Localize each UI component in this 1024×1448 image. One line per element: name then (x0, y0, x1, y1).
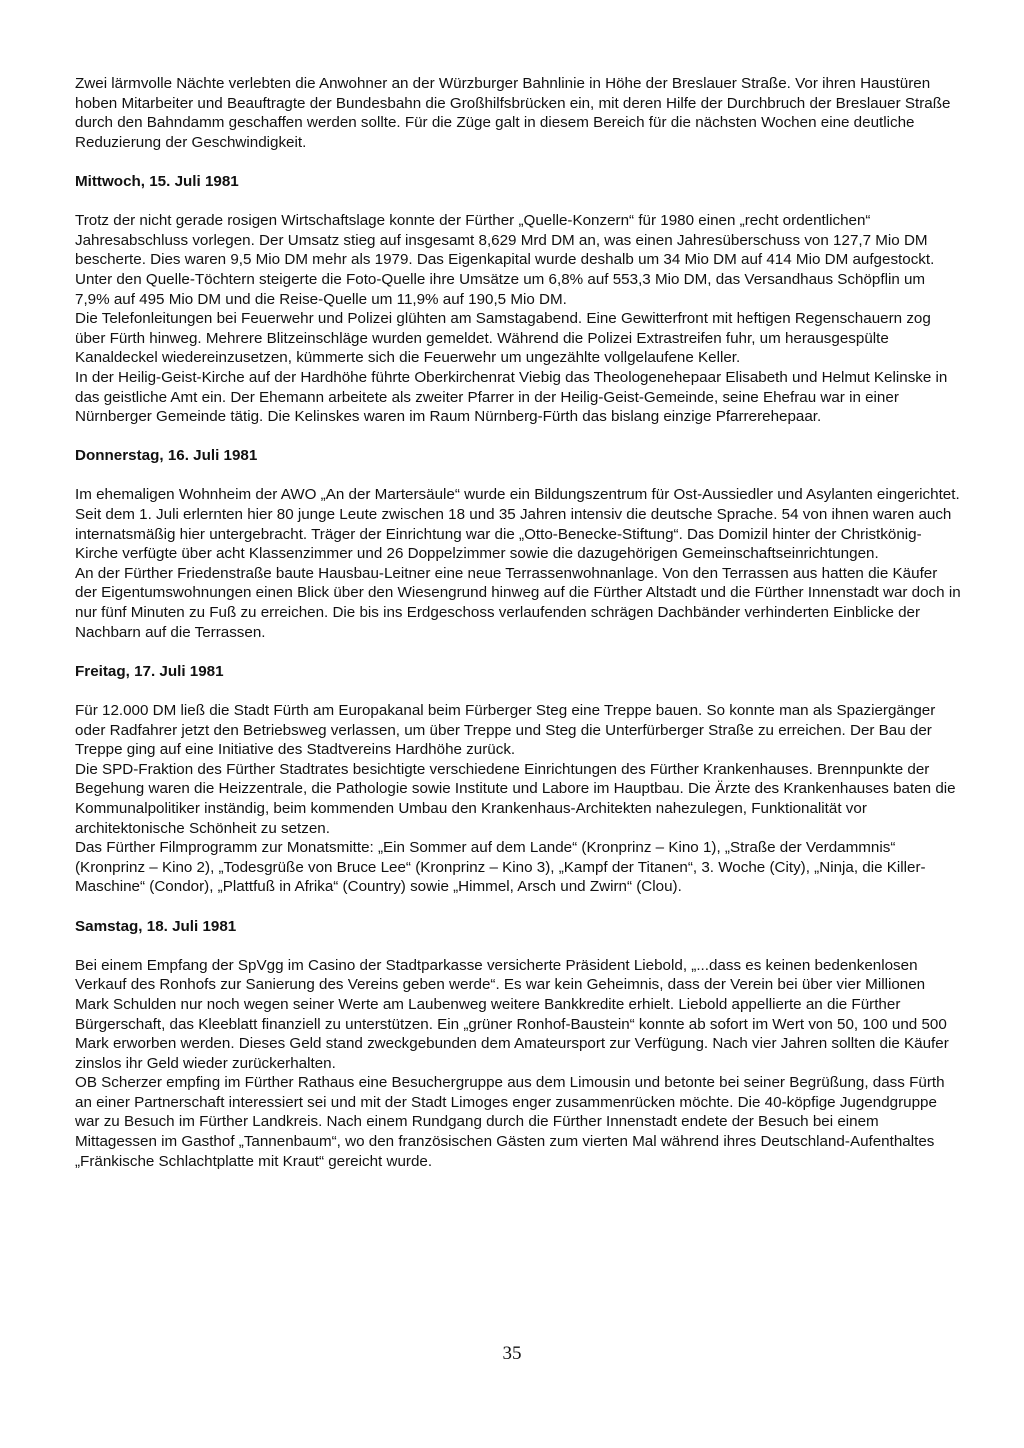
section-heading: Freitag, 17. Juli 1981 (75, 662, 224, 680)
paragraph: Trotz der nicht gerade rosigen Wirtschaftslage konnte der Fürther „Quelle-Konzern“ für 1980 einen „recht ordentlichen“ Jahresabschluss vorlegen. Der Umsatz stieg auf insgesamt 8,629 Mrd DM an, was einen Jahresüberschuss von 127,7 Mio DM bescherte. Dies waren 9,5 Mio DM mehr als 1979. Das Eigenkapital wurde deshalb um 34 Mio DM auf 414 Mio DM aufgestockt. Unter den Quelle-Töchtern steigerte die Foto-Quelle ihre Umsätze um 6,8% auf 553,3 Mio DM, das Versandhaus Schöpflin um 7,9% auf 495 Mio DM und die Reise-Quelle um 11,9% auf 190,5 Mio DM. (75, 212, 935, 308)
paragraph: Die Telefonleitungen bei Feuerwehr und Polizei glühten am Samstagabend. Eine Gewitterfront mit heftigen Regenschauern zog über Fürth hinweg. Mehrere Blitzeinschläge wurden gemeldet. Während die Polizei Extrastreifen fuhr, um herausgespülte Kanaldeckel wiedereinzusetzen, kümmerte sich die Feuerwehr um ungezählte vollgelaufene Keller. (75, 310, 931, 367)
paragraph: Bei einem Empfang der SpVgg im Casino der Stadtparkasse versicherte Präsident Liebold, „...dass es keinen bedenkenlosen Verkauf des Ronhofs zur Sanierung des Vereins geben werde“. Es war kein Geheimnis, dass der Verein bei über vier Millionen Mark Schulden nur noch wegen seiner Werte am Laubenweg weitere Bankkredite erhielt. Liebold appellierte an die Fürther Bürgerschaft, das Kleeblatt finanziell zu unterstützen. Ein „grüner Ronhof-Baustein“ konnte ab sofort im Wert von 50, 100 und 500 Mark erworben werden. Dieses Geld stand zweckgebunden dem Amateursport zur Verfügung. Nach vier Jahren sollten die Käufer zinslos ihr Geld wieder zurückerhalten. (75, 956, 949, 1072)
document-page (75, 74, 961, 1171)
paragraph: OB Scherzer empfing im Fürther Rathaus eine Besuchergruppe aus dem Limousin und betonte bei seiner Begrüßung, dass Fürth an einer Partnerschaft interessiert sei und mit der Stadt Limoges enger zusammenrücken möchte. Die 40-köpfige Jugendgruppe war zu Besuch im Fürther Landkreis. Nach einem Rundgang durch die Fürther Innenstadt endete der Besuch bei einem Mittagessen im Gasthof „Tannenbaum“, wo den französischen Gästen zum vierten Mal während ihres Deutschland-Aufenthaltes „Fränkische Schlachtplatte mit Kraut“ gereicht wurde. (75, 1074, 945, 1170)
section-heading: Donnerstag, 16. Juli 1981 (75, 447, 258, 465)
spacer (75, 192, 961, 212)
spacer (75, 936, 961, 956)
spacer (75, 681, 961, 701)
paragraph: In der Heilig-Geist-Kirche auf der Hardhöhe führte Oberkirchenrat Viebig das Theologenehepaar Elisabeth und Helmut Kelinske in das geistliche Amt ein. Der Ehemann arbeitete als zweiter Pfarrer in der Heilig-Geist-Gemeinde, seine Ehefrau war in einer Nürnberger Gemeinde tätig. Die Kelinskes waren im Raum Nürnberg-Fürth das bislang einzige Pfarrerehepaar. (75, 368, 948, 426)
spacer (75, 897, 961, 917)
paragraph: Die SPD-Fraktion des Fürther Stadtrates besichtigte verschiedene Einrichtungen des Fürther Krankenhauses. Brennpunkte der Begehung waren die Heizzentrale, die Pathologie sowie Institute und Labore im Hauptbau. Die Ärzte des Krankenhauses baten die Kommunalpolitiker inständig, beim kommenden Umbau den Krankenhaus-Architekten nahezulegen, Funktionalität vor architektonische Schönheit zu setzen. (75, 760, 956, 837)
section-heading: Mittwoch, 15. Juli 1981 (75, 172, 239, 190)
paragraph: Das Fürther Filmprogramm zur Monatsmitte: „Ein Sommer auf dem Lande“ (Kronprinz – Kino 1), „Straße der Verdammnis“ (Kronprinz – Kino 2), „Todesgrüße von Bruce Lee“ (Kronprinz – Kino 3), „Kampf der Titanen“, 3. Woche (City), „Ninja, die Killer-Maschine“ (Condor), „Plattfuß in Afrika“ (Country) sowie „Himmel, Arsch und Zwirn“ (Clou). (75, 839, 926, 896)
paragraph: Im ehemaligen Wohnheim der AWO „An der Martersäule“ wurde ein Bildungszentrum für Ost-Aussiedler und Asylanten eingerichtet. Seit dem 1. Juli erlernten hier 80 junge Leute zwischen 18 und 35 Jahren intensiv die deutsche Sprache. 54 von ihnen waren auch internatsmäßig hier untergebracht. Träger der Einrichtung war die „Otto-Benecke-Stiftung“. Das Domizil hinter der Christkönig-Kirche verfügte über acht Klassenzimmer und 26 Doppelzimmer sowie die dazugehörigen Gemeinschaftseinrichtungen. (75, 486, 960, 563)
section-heading: Samstag, 18. Juli 1981 (75, 917, 237, 935)
page-number: 35 (502, 1343, 522, 1364)
spacer (75, 642, 961, 662)
spacer (75, 427, 961, 447)
paragraph: An der Fürther Friedenstraße baute Hausbau-Leitner eine neue Terrassenwohnanlage. Von den Terrassen aus hatten die Käufer der Eigentumswohnungen einen Blick über den Wiesengrund hinweg auf die Fürther Altstadt und die Fürther Innenstadt war doch in nur fünf Minuten zu Fuß zu erreichen. Die bis ins Erdgeschoss verlaufenden schrägen Dachbänder verhinderten Einblicke der Nachbarn auf die Terrassen. (75, 564, 961, 641)
spacer (75, 152, 961, 172)
intro-paragraph: Zwei lärmvolle Nächte verlebten die Anwohner an der Würzburger Bahnlinie in Höhe der Breslauer Straße. Vor ihren Haustüren hoben Mitarbeiter und Beauftragte der Bundesbahn die Großhilfsbrücken ein, mit deren Hilfe der Durchbruch der Breslauer Straße durch den Bahndamm geschaffen werden sollte. Für die Züge galt in diesem Bereich für die nächsten Wochen eine deutliche Reduzierung der Geschwindigkeit. (75, 75, 951, 151)
spacer (75, 466, 961, 486)
paragraph: Für 12.000 DM ließ die Stadt Fürth am Europakanal beim Fürberger Steg eine Treppe bauen. So konnte man als Spaziergänger oder Radfahrer jetzt den Betriebsweg verlassen, um über Treppe und Steg die Unterfürberger Straße zu erreichen. Der Bau der Treppe ging auf eine Initiative des Stadtvereins Hardhöhe zurück. (75, 702, 936, 759)
